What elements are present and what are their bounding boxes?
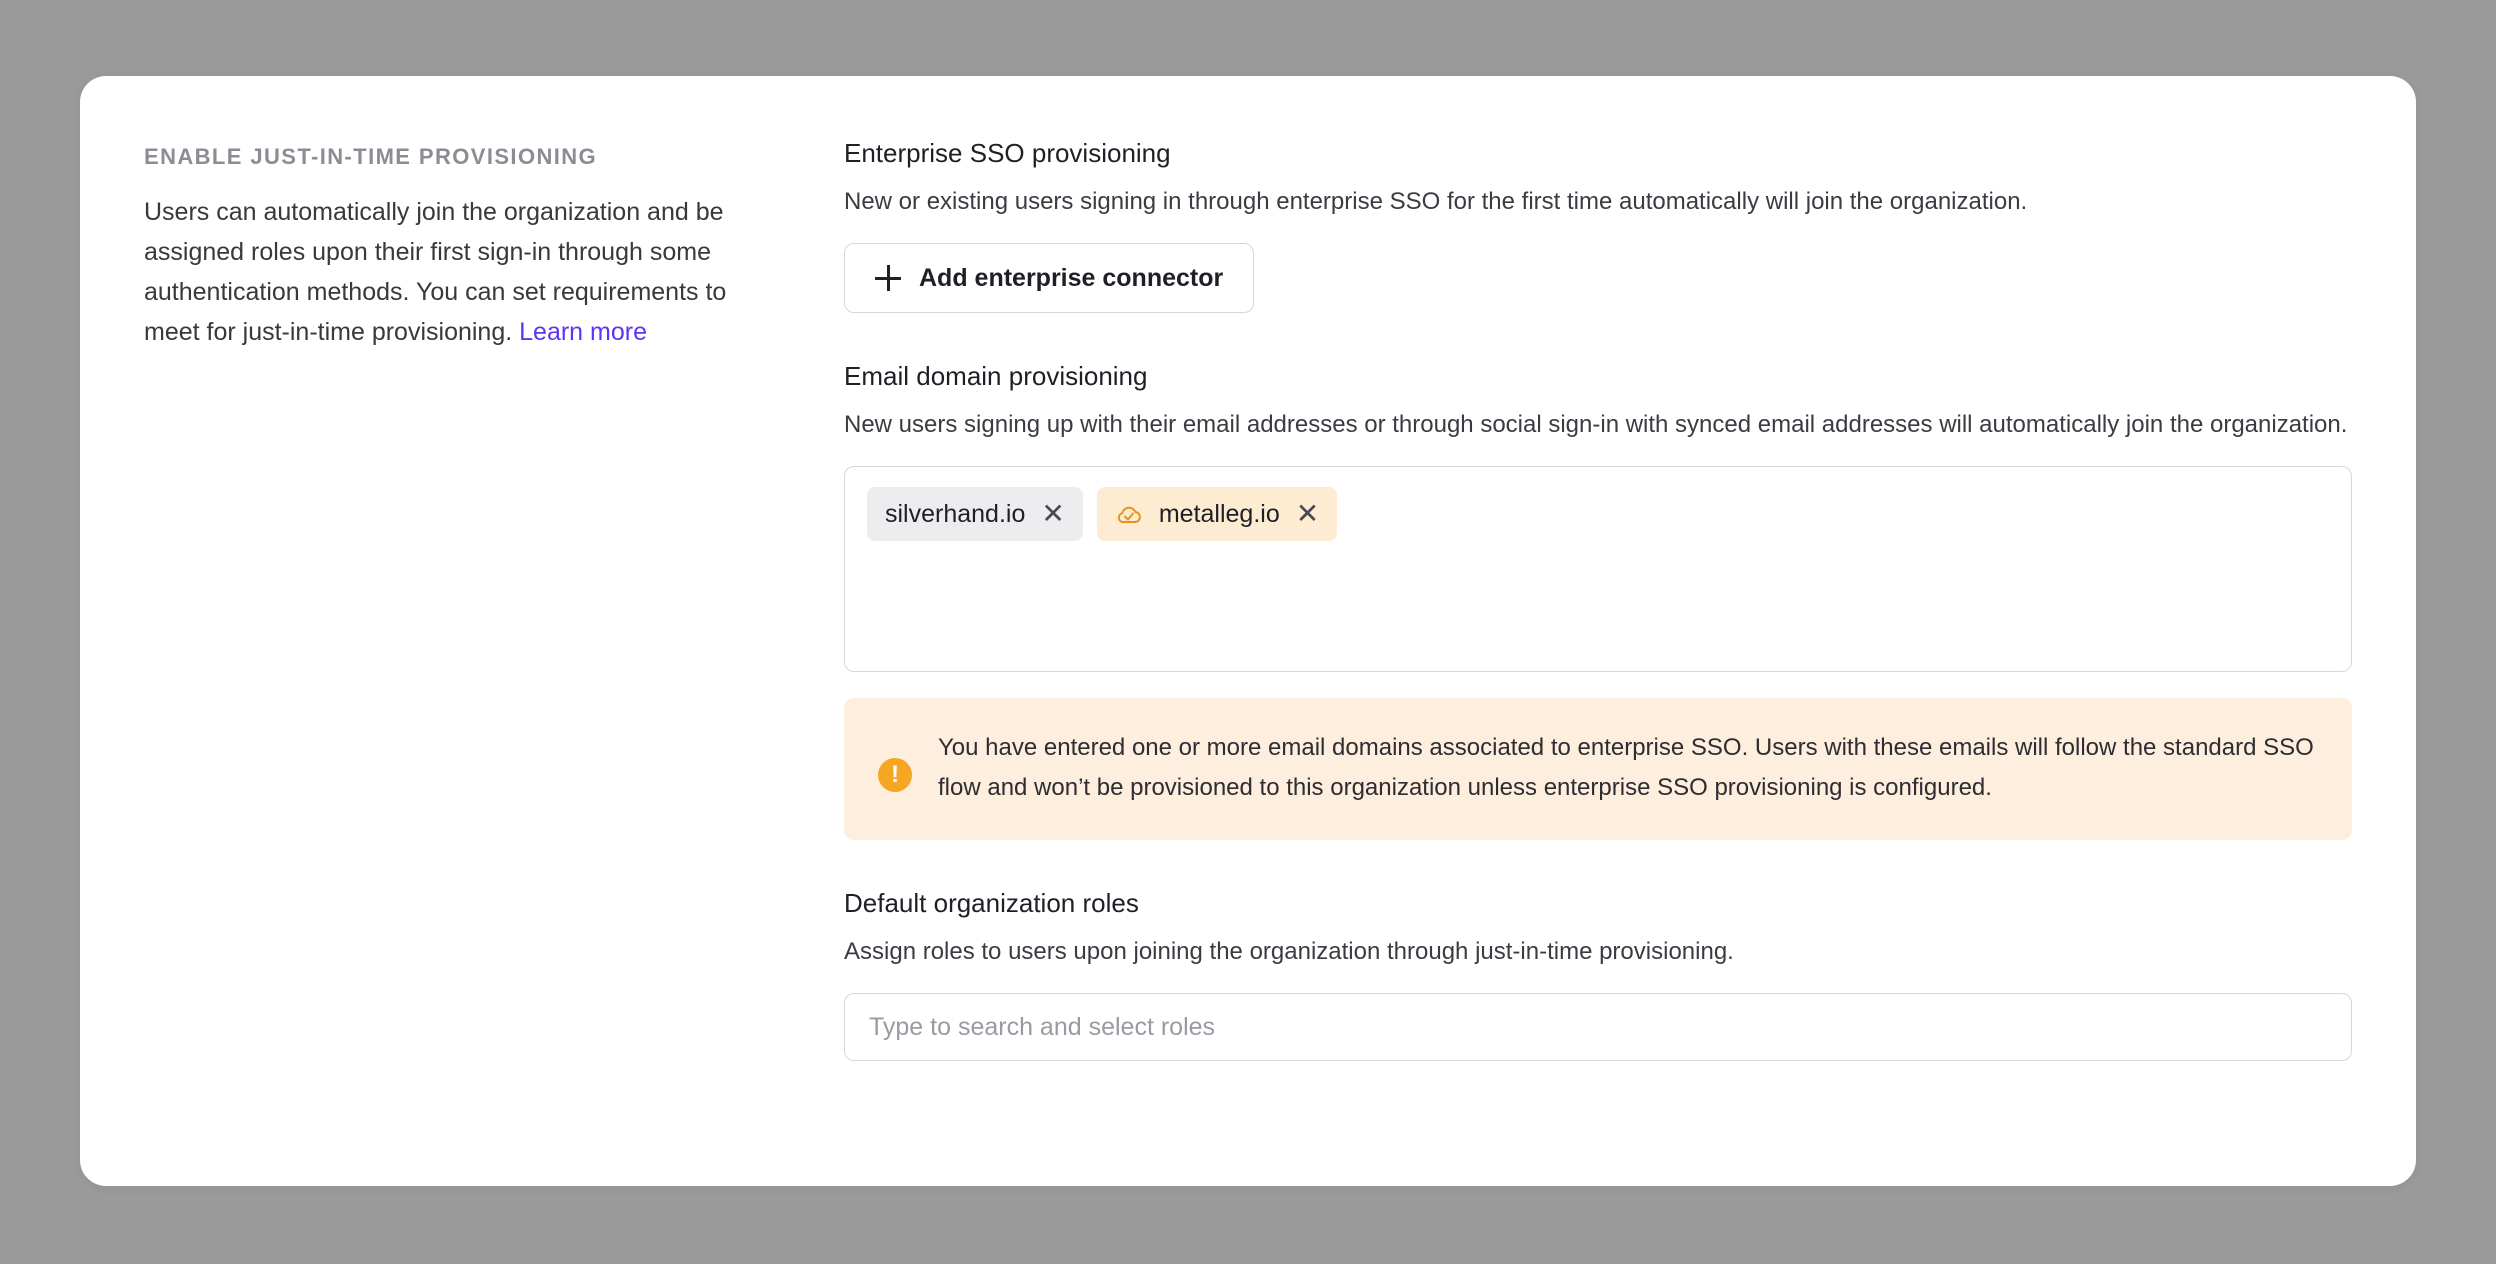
enterprise-sso-section	[844, 138, 2352, 313]
settings-form	[844, 136, 2352, 1061]
enterprise-sso-description: New or existing users signing in through enterprise SSO for the first time automatically will join the organization.	[844, 188, 2028, 215]
domain-tag[interactable]	[1097, 487, 1337, 541]
cloud-icon	[1115, 504, 1143, 524]
domain-tag-label: metalleg.io	[1158, 499, 1280, 528]
close-icon[interactable]: ✕	[1295, 498, 1320, 529]
roles-search-input[interactable]	[844, 993, 2352, 1061]
description-text: Users can automatically join the organization and be assigned roles upon their first sign-in through some authentication methods. You can set requirements to meet for just-in-time provisioning.	[144, 198, 727, 346]
default-roles-title: Default organization roles	[844, 888, 1139, 918]
domain-tag[interactable]	[867, 487, 1083, 541]
email-domain-section	[844, 361, 2352, 840]
plus-icon	[875, 265, 901, 291]
learn-more-link[interactable]: Learn more	[519, 318, 647, 346]
sso-domain-warning	[844, 698, 2352, 840]
default-roles-section	[844, 888, 2352, 1061]
add-enterprise-connector-button[interactable]	[844, 243, 1254, 313]
email-domain-description: New users signing up with their email addresses or through social sign-in with synced email addresses will automatically join the organization.	[844, 411, 2348, 438]
email-domain-title: Email domain provisioning	[844, 361, 1148, 391]
card-content	[80, 76, 2416, 1061]
close-icon[interactable]: ✕	[1041, 498, 1065, 529]
enterprise-sso-title: Enterprise SSO provisioning	[844, 138, 1171, 168]
sso-domain-warning-text: You have entered one or more email domains associated to enterprise SSO. Users with these emails will follow the standard SSO flow and won’t be provisioned to this organization unless enterprise SSO provisioning is configured.	[938, 734, 2314, 801]
domain-tag-label: silverhand.io	[885, 499, 1026, 528]
section-description	[144, 192, 744, 352]
add-enterprise-connector-label: Add enterprise connector	[919, 263, 1224, 292]
exclamation-icon: !	[878, 758, 912, 792]
email-domain-input[interactable]	[844, 466, 2352, 672]
left-description-panel	[144, 136, 844, 1061]
default-roles-description: Assign roles to users upon joining the organization through just-in-time provisioning.	[844, 938, 1734, 965]
settings-card	[80, 76, 2416, 1186]
section-heading: ENABLE JUST-IN-TIME PROVISIONING	[144, 144, 598, 169]
